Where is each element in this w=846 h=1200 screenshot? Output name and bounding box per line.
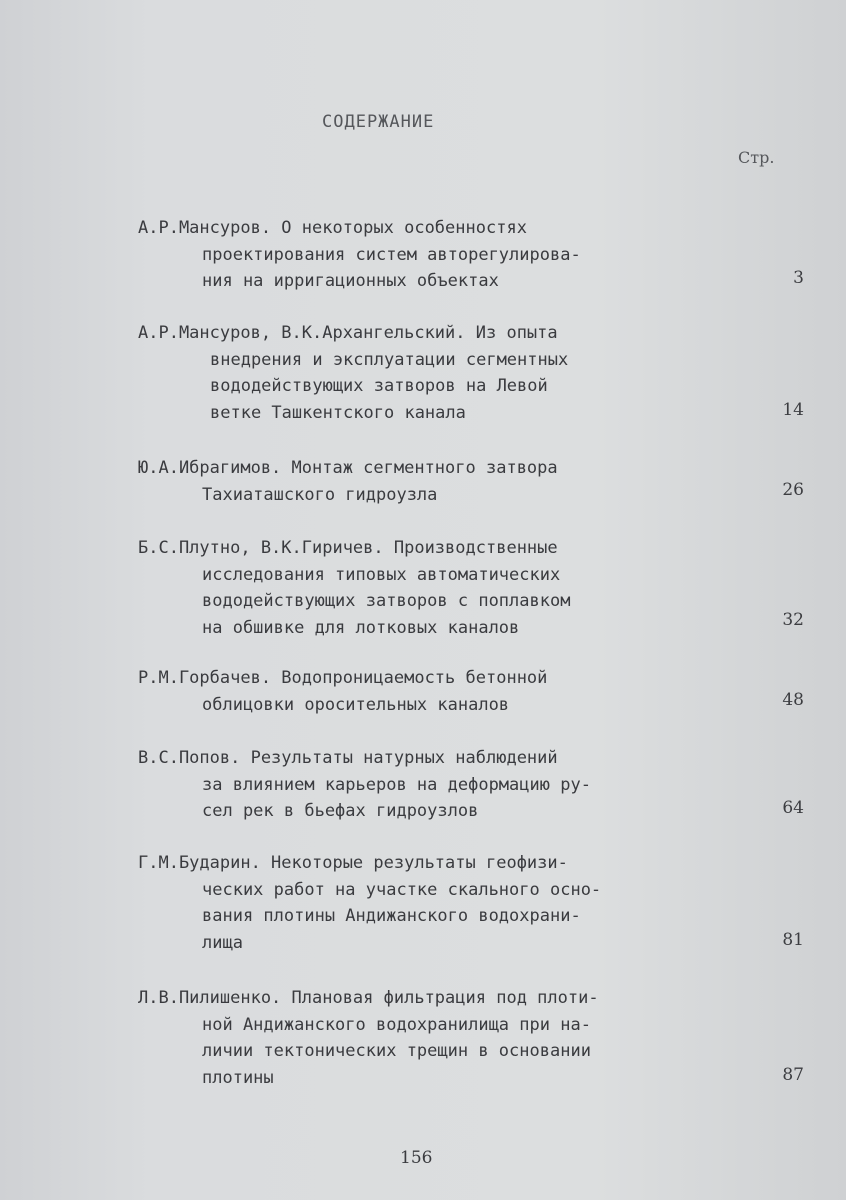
toc-page-number: 14 <box>782 400 804 420</box>
toc-entry <box>138 665 738 718</box>
toc-entry <box>138 455 738 508</box>
toc-entry-line: исследования типовых автоматических <box>202 564 561 585</box>
toc-entry-line: облицовки оросительных каналов <box>202 694 510 715</box>
toc-page-number: 81 <box>782 930 804 950</box>
toc-entry-line: ветке Ташкентского канала <box>210 402 466 423</box>
toc-entry-line: ческих работ на участке скального осно- <box>202 879 602 900</box>
toc-entry-line: ния на ирригационных объектах <box>202 271 499 291</box>
toc-entry-line: внедрения и эксплуатации сегментных <box>210 349 569 370</box>
toc-entry <box>138 535 738 641</box>
toc-entry-line: вания плотины Андижанского водохрани- <box>202 906 581 926</box>
toc-entry-line: сел рек в бьефах гидроузлов <box>202 801 479 821</box>
toc-entry-line: вододействующих затворов на Левой <box>210 376 548 396</box>
toc-entry-line: ной Андижанского водохранилища при на- <box>202 1014 591 1035</box>
toc-entry-line: Тахиаташского гидроузла <box>202 484 438 505</box>
toc-entry <box>138 985 738 1091</box>
page-title: СОДЕРЖАНИЕ <box>322 112 435 132</box>
toc-page-number: 64 <box>782 798 804 818</box>
toc-entry <box>138 745 738 825</box>
toc-page-number: 48 <box>782 690 804 710</box>
toc-entry-line: Б.С.Плутно, В.К.Гиричев. Производственные <box>138 538 558 558</box>
toc-entry-line: Л.В.Пилишенко. Плановая фильтрация под плоти- <box>138 988 599 1008</box>
toc-entry-line: лища <box>202 932 243 953</box>
toc-entry-line: проектирования систем авторегулирова- <box>202 244 581 265</box>
toc-page-number: 87 <box>782 1065 804 1085</box>
toc-entry <box>138 215 738 295</box>
toc-entry-line: Ю.А.Ибрагимов. Монтаж сегментного затвора <box>138 458 558 478</box>
toc-entry-line: В.С.Попов. Результаты натурных наблюдений <box>138 748 558 768</box>
toc-entry <box>138 850 738 956</box>
toc-entry-line: вододействующих затворов с поплавком <box>202 591 571 611</box>
toc-page-number: 3 <box>793 268 804 288</box>
page-column-label: Стр. <box>738 148 775 167</box>
toc-page-number: 32 <box>782 610 804 630</box>
toc-entry-line: А.Р.Мансуров, В.К.Архангельский. Из опыта <box>138 323 558 343</box>
toc-entry-line: плотины <box>202 1067 274 1088</box>
toc-entry-line: Г.М.Бударин. Некоторые результаты геофизи- <box>138 853 568 873</box>
footer-page-number: 156 <box>400 1148 433 1168</box>
toc-page-number: 26 <box>782 480 804 500</box>
toc-entry-line: Р.М.Горбачев. Водопроницаемость бетонной <box>138 668 548 688</box>
toc-entry-line: А.Р.Мансуров. О некоторых особенностях <box>138 218 527 238</box>
toc-entry-line: личии тектонических трещин в основании <box>202 1041 591 1061</box>
toc-entry-line: за влиянием карьеров на деформацию ру- <box>202 774 591 795</box>
toc-entry-line: на обшивке для лотковых каналов <box>202 617 520 638</box>
toc-entry <box>138 320 738 426</box>
